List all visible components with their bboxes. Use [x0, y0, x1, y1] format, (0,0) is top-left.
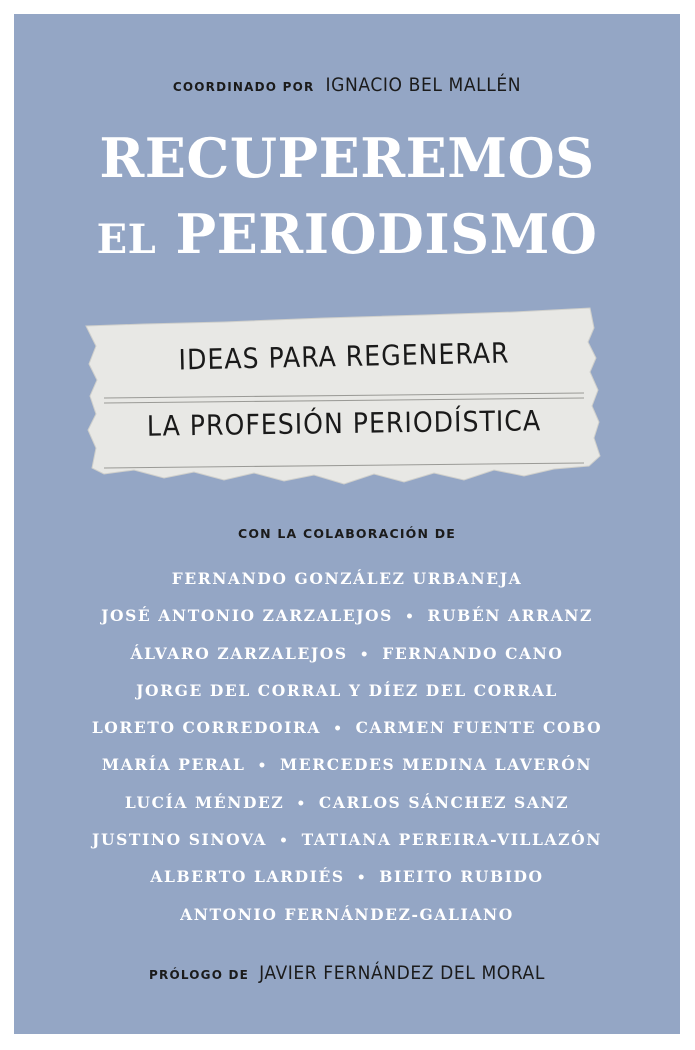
collaborator-name: BIEITO RUBIDO: [379, 867, 544, 887]
collaborator-name: RUBÉN ARRANZ: [427, 606, 593, 626]
collaborator-line: [14, 560, 680, 597]
collaborator-name: CARLOS SÁNCHEZ SANZ: [318, 792, 570, 812]
collaborator-name: LORETO CORREDOIRA: [91, 718, 322, 738]
prologue-credit: [14, 962, 680, 984]
collaborator-line: [14, 896, 680, 933]
book-title-line-1: RECUPEREMOS: [99, 126, 595, 190]
subtitle-line-1: IDEAS PARA REGENERAR: [178, 336, 510, 377]
collaborator-name: MARÍA PERAL: [101, 755, 246, 775]
book-title-word: PERIODISMO: [175, 202, 598, 266]
collaboration-label: CON LA COLABORACIÓN DE: [237, 526, 457, 541]
book-title-line-2: [14, 202, 680, 266]
collaborator-list: [14, 560, 680, 933]
bullet-icon: •: [279, 833, 290, 850]
collaborator-name: ANTONIO FERNÁNDEZ-GALIANO: [180, 904, 514, 924]
collaborator-name: LUCÍA MÉNDEZ: [124, 792, 285, 812]
collaborator-name: MERCEDES MEDINA LAVERÓN: [280, 755, 593, 775]
subtitle-line-2: LA PROFESIÓN PERIODÍSTICA: [146, 404, 542, 443]
collaborator-name: ÁLVARO ZARZALEJOS: [130, 643, 348, 663]
bullet-icon: •: [257, 758, 269, 775]
collaborator-name: TATIANA PEREIRA-VILLAZÓN: [301, 830, 602, 850]
newspaper-clipping-icon: [84, 298, 604, 488]
collaborator-line: [14, 597, 680, 634]
collaborator-line: [14, 784, 680, 821]
collaborator-name: JOSÉ ANTONIO ZARZALEJOS: [101, 606, 393, 626]
prologue-label: PRÓLOGO DE: [149, 968, 250, 982]
bullet-icon: •: [296, 795, 307, 812]
coordinator-credit: [14, 74, 680, 96]
collaborator-name: FERNANDO CANO: [382, 643, 564, 663]
bullet-icon: •: [356, 870, 368, 887]
collaborator-name: ALBERTO LARDIÉS: [150, 867, 345, 887]
collaborator-name: JUSTINO SINOVA: [92, 830, 268, 850]
collaborator-line: [14, 672, 680, 709]
collaborator-name: CARMEN FUENTE COBO: [355, 718, 603, 738]
book-cover: [14, 14, 680, 1034]
collaborator-name: FERNANDO GONZÁLEZ URBANEJA: [171, 569, 523, 588]
prologue-name: JAVIER FERNÁNDEZ DEL MORAL: [259, 962, 545, 984]
collaborator-line: [14, 635, 680, 672]
coordinator-label: COORDINADO POR: [172, 80, 315, 94]
collaborator-line: [14, 858, 680, 895]
collaborator-line: [14, 709, 680, 746]
collaborator-line: [14, 746, 680, 783]
collaborator-line: [14, 821, 680, 858]
collaborator-name: JORGE DEL CORRAL Y DÍEZ DEL CORRAL: [136, 680, 558, 700]
bullet-icon: •: [359, 646, 371, 663]
coordinator-name: IGNACIO BEL MALLÉN: [325, 74, 522, 96]
bullet-icon: •: [333, 721, 344, 738]
book-title-article: EL: [96, 216, 157, 263]
bullet-icon: •: [404, 609, 416, 626]
newspaper-clipping: [84, 298, 604, 488]
